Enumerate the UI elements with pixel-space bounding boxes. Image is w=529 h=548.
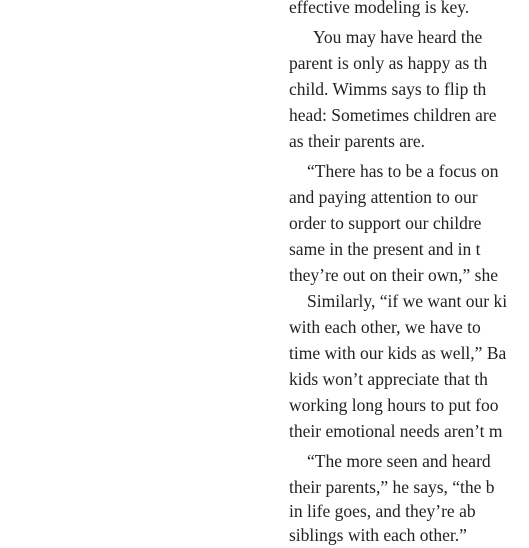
text-line: kids won’t appreciate that th xyxy=(289,369,488,389)
text-line: You may have heard the xyxy=(313,27,483,47)
text-line: parent is only as happy as th xyxy=(289,53,488,73)
text-line: child. Wimms says to flip th xyxy=(289,79,487,99)
text-line: they’re out on their own,” she xyxy=(289,265,498,285)
text-line: with each other, we have to xyxy=(289,317,481,337)
text-line: working long hours to put foo xyxy=(289,395,499,415)
text-line: and paying attention to our xyxy=(289,187,478,207)
text-line: same in the present and in t xyxy=(289,239,481,259)
text-line: as their parents are. xyxy=(289,131,426,151)
text-line: “There has to be a focus on xyxy=(307,161,499,181)
text-line: order to support our childre xyxy=(289,213,482,233)
text-line: Similarly, “if we want our ki xyxy=(307,291,508,311)
text-line: siblings with each other.” xyxy=(289,525,467,545)
text-line: in life goes, and they’re ab xyxy=(289,501,476,521)
text-line: “The more seen and heard xyxy=(307,451,491,471)
text-line: head: Sometimes children are xyxy=(289,105,497,125)
text-line: effective modeling is key. xyxy=(289,0,470,17)
text-line: time with our kids as well,” Ba xyxy=(289,343,507,363)
text-line: their emotional needs aren’t m xyxy=(289,421,503,441)
text-line: their parents,” he says, “the b xyxy=(289,477,495,497)
